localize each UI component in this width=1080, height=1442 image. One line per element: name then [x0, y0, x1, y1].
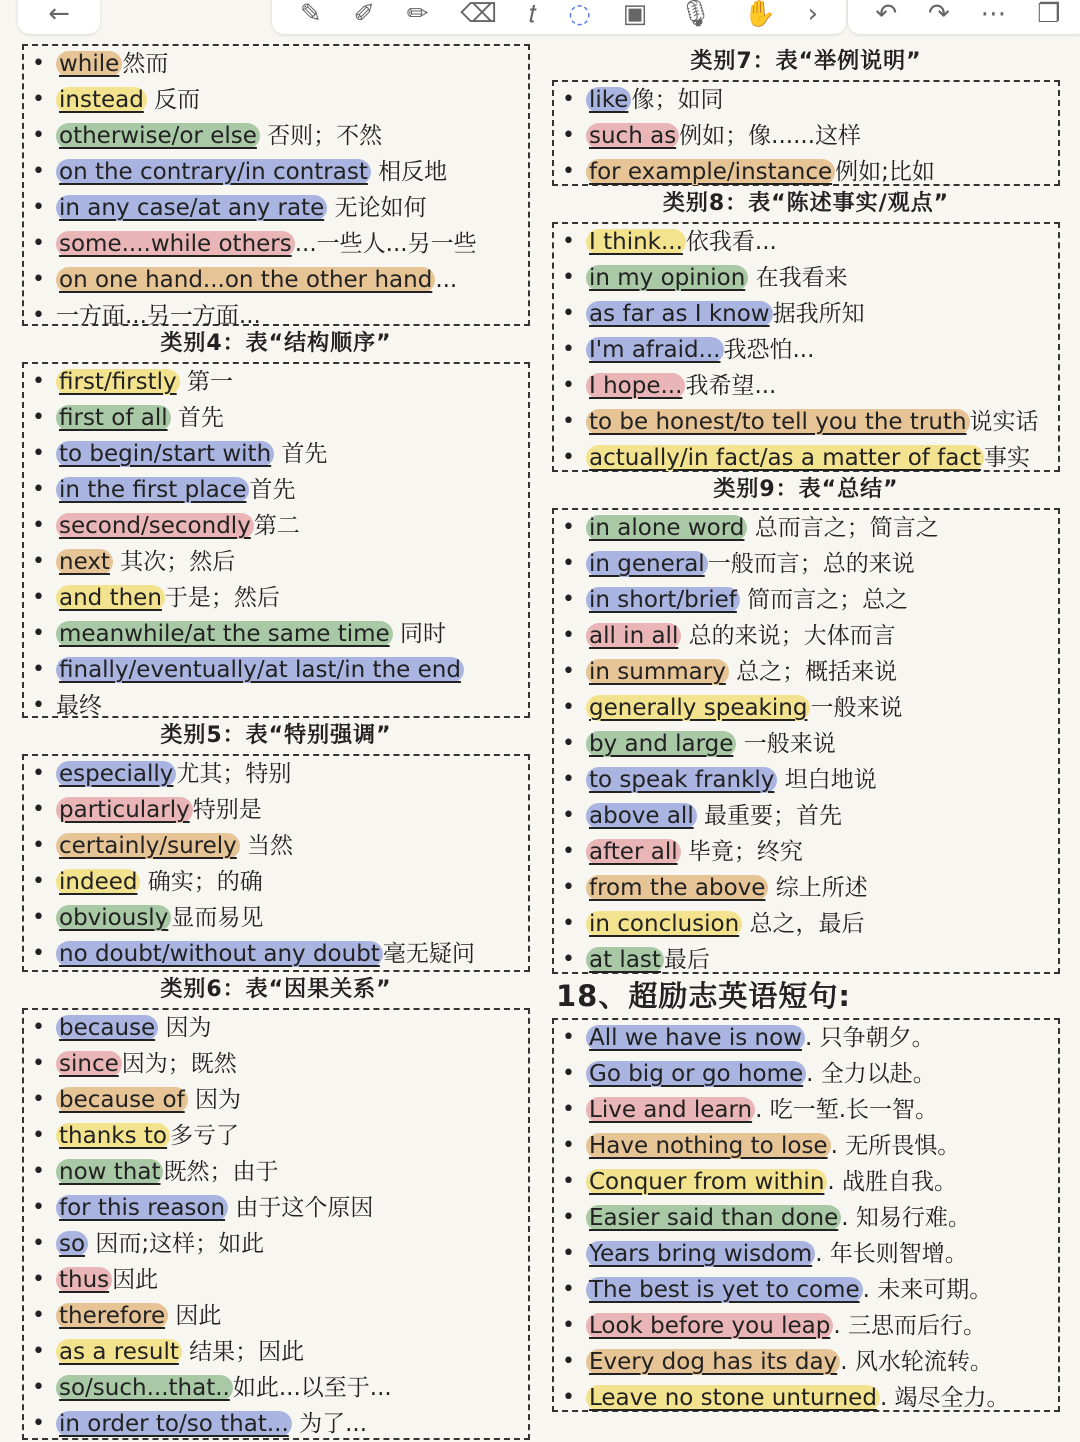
hand-icon[interactable]: ✋ — [743, 0, 776, 29]
phrase-zh: 事实 — [984, 445, 1031, 471]
more-icon[interactable]: ⋯ — [980, 0, 1007, 29]
phrase-en: Leave no stone unturned — [586, 1385, 880, 1411]
phrase-en: above all — [586, 803, 697, 829]
right-column — [552, 44, 1060, 1412]
cat8-item — [560, 260, 1058, 296]
phrase-zh: 尤其；特别 — [176, 761, 292, 787]
phrase-en: finally/eventually/at last/in the end — [56, 657, 464, 683]
phrase-zh: . 全力以赴。 — [806, 1061, 936, 1087]
phrase-en: first of all — [56, 405, 171, 431]
phrase-zh: 因此 — [112, 1267, 159, 1293]
phrase-en: for this reason — [56, 1195, 228, 1221]
cat3-item — [30, 46, 528, 82]
phrase-en: particularly — [56, 797, 193, 823]
phrase-en: obviously — [56, 905, 171, 931]
phrase-en: on one hand...on the other hand — [56, 267, 435, 293]
eraser-icon[interactable]: ⌫ — [460, 0, 498, 29]
phrase-en: second/secondly — [56, 513, 254, 539]
sec18-item — [560, 1092, 1058, 1128]
phrase-zh: 依我看... — [685, 229, 777, 255]
phrase-zh: 否则；不然 — [259, 123, 383, 149]
phrase-zh: 因而;这样；如此 — [88, 1231, 265, 1257]
phrase-zh: . 战胜自我。 — [827, 1169, 958, 1195]
phrase-en: generally speaking — [586, 695, 810, 721]
cat8-item — [560, 332, 1058, 368]
lasso-icon[interactable]: ◌ — [568, 0, 591, 29]
cat8-item — [560, 296, 1058, 332]
phrase-en: no doubt/without any doubt — [56, 941, 383, 967]
cat9-item — [560, 546, 1058, 582]
pen-icon[interactable]: ✎ — [299, 0, 322, 29]
phrase-en: by and large — [586, 731, 736, 757]
phrase-en: Years bring wisdom — [586, 1241, 815, 1267]
toolbar — [0, 0, 1080, 36]
phrase-zh: 如此...以至于... — [232, 1375, 392, 1401]
cat5-item — [30, 792, 528, 828]
phrase-en: I think... — [586, 229, 686, 255]
phrase-zh: 我希望... — [685, 373, 777, 399]
phrase-zh: 首先 — [170, 405, 224, 431]
section-cat6-box — [22, 1008, 530, 1440]
phrase-zh: 特别是 — [192, 797, 262, 823]
phrase-en: All we have is now — [586, 1025, 805, 1051]
phrase-en: in summary — [586, 659, 729, 685]
phrase-zh: 其次；然后 — [112, 549, 236, 575]
cat6-item — [30, 1298, 528, 1334]
cat6-item — [30, 1154, 528, 1190]
cat3-item — [30, 262, 528, 298]
section-cat5-box — [22, 754, 530, 972]
phrase-zh: 第二 — [253, 513, 300, 539]
phrase-zh: 由于这个原因 — [228, 1195, 374, 1221]
phrase-zh: 当然 — [239, 833, 294, 859]
phrase-en: while — [56, 51, 122, 77]
phrase-en: and then — [56, 585, 165, 611]
back-arrow-icon[interactable]: ← — [48, 0, 70, 29]
phrase-zh: 例如;比如 — [835, 159, 935, 185]
cat5-list — [30, 756, 528, 972]
cat4-item — [30, 436, 528, 472]
phrase-zh: 最重要；首先 — [696, 803, 843, 829]
phrase-en: like — [586, 87, 631, 113]
cat9-item — [560, 510, 1058, 546]
phrase-en: The best is yet to come — [586, 1277, 863, 1303]
cat3-item — [30, 190, 528, 226]
phrase-en: Easier said than done — [586, 1205, 841, 1231]
phrase-zh: 因此 — [168, 1303, 222, 1329]
cat6-item — [30, 1046, 528, 1082]
cat5-item — [30, 936, 528, 972]
microphone-icon[interactable]: 🎙 — [678, 0, 712, 29]
cat9-heading: 类别9：表“总结” — [713, 477, 899, 502]
phrase-zh: 据我所知 — [772, 301, 865, 327]
cat9-item — [560, 582, 1058, 618]
cat6-item — [30, 1334, 528, 1370]
cat8-item — [560, 404, 1058, 440]
phrase-en: Conquer from within — [586, 1169, 827, 1195]
cat3-item — [30, 226, 528, 262]
phrase-en: as far as I know — [586, 301, 773, 327]
phrase-en: to speak frankly — [586, 767, 777, 793]
cat4-item — [30, 400, 528, 436]
phrase-zh: 首先 — [274, 441, 328, 467]
cat8-item — [560, 224, 1058, 260]
phrase-zh: 结果；因此 — [181, 1339, 305, 1365]
phrase-en: Every dog has its day — [586, 1349, 840, 1375]
cat3-list — [30, 46, 528, 334]
cat7-item — [560, 82, 1058, 118]
phrase-en: in any case/at any rate — [56, 195, 327, 221]
cat6-item — [30, 1010, 528, 1046]
phrase-zh: 然而 — [122, 51, 169, 77]
sec18-item — [560, 1128, 1058, 1164]
phrase-zh: 坦白地说 — [777, 767, 877, 793]
phrase-zh: 确实；的确 — [140, 869, 263, 895]
phrase-en: some....while others — [56, 231, 295, 257]
phrase-en: to be honest/to tell you the truth — [586, 409, 970, 435]
phrase-en: therefore — [56, 1303, 168, 1329]
phrase-en: in my opinion — [586, 265, 748, 291]
phrase-en: indeed — [56, 869, 140, 895]
redo-icon[interactable]: ↷ — [927, 0, 950, 29]
cat3-item — [30, 298, 528, 334]
phrase-zh: 毫无疑问 — [382, 941, 475, 967]
phrase-en: on the contrary/in contrast — [56, 159, 371, 185]
phrase-zh: 说实话 — [969, 409, 1039, 435]
phrase-zh: 因为 — [158, 1015, 212, 1041]
sec18-item — [560, 1200, 1058, 1236]
cat6-list — [30, 1010, 528, 1442]
cat5-item — [30, 828, 528, 864]
cat3-item — [30, 118, 528, 154]
phrase-en: thanks to — [56, 1123, 170, 1149]
highlighter-icon[interactable]: ✏ — [406, 0, 429, 29]
phrase-zh: 总之，最后 — [742, 911, 865, 937]
sec18-item — [560, 1164, 1058, 1200]
cat3-item — [30, 154, 528, 190]
phrase-en: first/firstly — [56, 369, 180, 395]
pencil-icon[interactable]: ✐ — [353, 0, 376, 29]
phrase-zh: 最后 — [663, 947, 710, 973]
phrase-zh: 毕竟；终究 — [680, 839, 803, 865]
phrase-en: actually/in fact/as a matter of fact — [586, 445, 984, 471]
cat8-list — [560, 224, 1058, 476]
sec18-item — [560, 1308, 1058, 1344]
phrase-en: for example/instance — [586, 159, 835, 185]
cat9-item — [560, 834, 1058, 870]
phrase-en: Go big or go home — [586, 1061, 806, 1087]
toolbar-tools-group — [272, 0, 846, 34]
section-sec18-box — [552, 1018, 1060, 1412]
phrase-zh: . 吃一堑.长一智。 — [755, 1097, 939, 1123]
cat5-item — [30, 756, 528, 792]
cat9-item — [560, 762, 1058, 798]
phrase-en: Look before you leap — [586, 1313, 833, 1339]
section-cat3-box — [22, 44, 530, 329]
sec18-title: 18、超励志英语短句: — [556, 979, 851, 1013]
cat6-item — [30, 1118, 528, 1154]
phrase-zh: 于是；然后 — [164, 585, 280, 611]
phrase-en: I'm afraid... — [586, 337, 724, 363]
phrase-en: Have nothing to lose — [586, 1133, 831, 1159]
phrase-zh: 为了... — [291, 1411, 368, 1437]
cat9-item — [560, 906, 1058, 942]
cat7-list — [560, 82, 1058, 190]
phrase-zh: 显而易见 — [171, 905, 264, 931]
phrase-en: so — [56, 1231, 88, 1257]
cat6-item — [30, 1082, 528, 1118]
cat9-item — [560, 726, 1058, 762]
cat3-item — [30, 82, 528, 118]
phrase-en: after all — [586, 839, 681, 865]
phrase-en: so/such...that.. — [56, 1375, 233, 1401]
cat9-item — [560, 870, 1058, 906]
phrase-zh: 一般来说 — [736, 731, 836, 757]
phrase-en: such as — [586, 123, 679, 149]
phrase-zh: 总而言之；简言之 — [747, 515, 939, 541]
phrase-zh: . 三思而后行。 — [833, 1313, 986, 1339]
phrase-zh: 一般来说 — [810, 695, 903, 721]
phrase-en: in conclusion — [586, 911, 742, 937]
more-tools-icon[interactable]: › — [807, 0, 819, 29]
phrase-zh: 相反地 — [370, 159, 448, 185]
image-icon[interactable]: ▣ — [622, 0, 648, 29]
cat4-item — [30, 544, 528, 580]
phrase-en: to begin/start with — [56, 441, 274, 467]
phrase-zh: 既然；由于 — [163, 1159, 279, 1185]
phrase-en: because — [56, 1015, 158, 1041]
cat5-item — [30, 864, 528, 900]
cat9-item — [560, 618, 1058, 654]
phrase-zh: 综上所述 — [768, 875, 868, 901]
sec18-list — [560, 1020, 1058, 1416]
section-cat9-box — [552, 508, 1060, 974]
section-cat7-box — [552, 80, 1060, 186]
cat9-list — [560, 510, 1058, 978]
sec18-item — [560, 1344, 1058, 1380]
phrase-en: Live and learn — [586, 1097, 755, 1123]
phrase-en: because of — [56, 1087, 188, 1113]
cat9-item — [560, 690, 1058, 726]
sec18-item — [560, 1056, 1058, 1092]
phrase-en: especially — [56, 761, 176, 787]
phrase-en: thus — [56, 1267, 112, 1293]
text-icon[interactable]: 𝑡 — [528, 0, 537, 29]
phrase-en: as a result — [56, 1339, 182, 1365]
cat6-item — [30, 1370, 528, 1406]
toolbar-right-group — [848, 0, 1080, 34]
cat6-heading: 类别6：表“因果关系” — [160, 977, 392, 1002]
phrase-en: in short/brief — [586, 587, 740, 613]
sec18-item — [560, 1236, 1058, 1272]
section-cat8-box — [552, 222, 1060, 472]
phrase-zh: 总之；概括来说 — [728, 659, 898, 685]
phrase-en: all in all — [586, 623, 681, 649]
cat6-item — [30, 1190, 528, 1226]
toolbar-left-group — [18, 0, 100, 34]
cat8-heading: 类别8：表“陈述事实/观点” — [662, 191, 950, 216]
phrase-zh: 同时 — [392, 621, 446, 647]
cat4-item — [30, 580, 528, 616]
cat9-item — [560, 654, 1058, 690]
undo-icon[interactable]: ↶ — [875, 0, 898, 29]
cat4-item — [30, 364, 528, 400]
phrase-zh: 总的来说；大体而言 — [681, 623, 896, 649]
phrase-zh: 最终 — [56, 693, 102, 719]
phrase-en: certainly/surely — [56, 833, 240, 859]
cat4-list — [30, 364, 528, 724]
phrase-zh: ...一些人...另一些 — [294, 231, 477, 257]
phrase-zh: 第一 — [179, 369, 233, 395]
phrase-zh: ... — [435, 267, 458, 293]
cat5-item — [30, 900, 528, 936]
phrase-en: in alone word — [586, 515, 747, 541]
cat4-item — [30, 688, 528, 724]
phrase-zh: . 只争朝夕。 — [805, 1025, 935, 1051]
cat7-item — [560, 154, 1058, 190]
phrase-en: since — [56, 1051, 122, 1077]
cat8-item — [560, 440, 1058, 476]
phrase-en: at last — [586, 947, 664, 973]
sec18-item — [560, 1380, 1058, 1416]
phrase-zh: . 未来可期。 — [862, 1277, 993, 1303]
cat8-item — [560, 368, 1058, 404]
phrase-en: meanwhile/at the same time — [56, 621, 393, 647]
phrase-zh: . 风水轮流转。 — [840, 1349, 993, 1375]
phrase-zh: . 竭尽全力。 — [879, 1385, 1010, 1411]
cat4-item — [30, 616, 528, 652]
cat6-item — [30, 1406, 528, 1442]
cat7-item — [560, 118, 1058, 154]
cat4-item — [30, 472, 528, 508]
phrase-en: I hope... — [586, 373, 685, 399]
phrase-zh: 因为 — [187, 1087, 241, 1113]
phrase-zh: 多亏了 — [169, 1123, 239, 1149]
cat9-item — [560, 798, 1058, 834]
phrase-en: in general — [586, 551, 708, 577]
cat6-item — [30, 1262, 528, 1298]
cat6-item — [30, 1226, 528, 1262]
phrase-zh: . 年长则智增。 — [815, 1241, 968, 1267]
phrase-zh: . 无所畏惧。 — [830, 1133, 961, 1159]
sec18-item — [560, 1020, 1058, 1056]
cat5-heading: 类别5：表“特别强调” — [160, 723, 392, 748]
cat4-item — [30, 652, 528, 688]
phrase-zh: 一方面...另一方面... — [56, 303, 261, 329]
cat4-heading: 类别4：表“结构顺序” — [160, 331, 392, 356]
phrase-en: otherwise/or else — [56, 123, 260, 149]
phrase-en: in order to/so that... — [56, 1411, 292, 1437]
sec18-item — [560, 1272, 1058, 1308]
phrase-zh: 因为；既然 — [121, 1051, 237, 1077]
cat4-item — [30, 508, 528, 544]
phrase-zh: 简而言之；总之 — [739, 587, 909, 613]
phrase-en: instead — [56, 87, 147, 113]
pages-icon[interactable]: ❐ — [1037, 0, 1061, 29]
phrase-zh: 首先 — [249, 477, 296, 503]
phrase-zh: . 知易行难。 — [841, 1205, 971, 1231]
phrase-zh: 一般而言；总的来说 — [707, 551, 915, 577]
cat7-heading: 类别7：表“举例说明” — [690, 49, 922, 74]
phrase-zh: 例如；像......这样 — [679, 123, 862, 149]
cat9-item — [560, 942, 1058, 978]
phrase-zh: 在我看来 — [748, 265, 848, 291]
phrase-zh: 像；如同 — [631, 87, 724, 113]
phrase-zh: 我恐怕... — [723, 337, 815, 363]
phrase-zh: 无论如何 — [327, 195, 427, 221]
left-column — [22, 44, 530, 1440]
phrase-en: next — [56, 549, 113, 575]
phrase-en: now that — [56, 1159, 163, 1185]
phrase-zh: 反而 — [146, 87, 201, 113]
section-cat4-box — [22, 362, 530, 718]
phrase-en: in the first place — [56, 477, 249, 503]
phrase-en: from the above — [586, 875, 768, 901]
